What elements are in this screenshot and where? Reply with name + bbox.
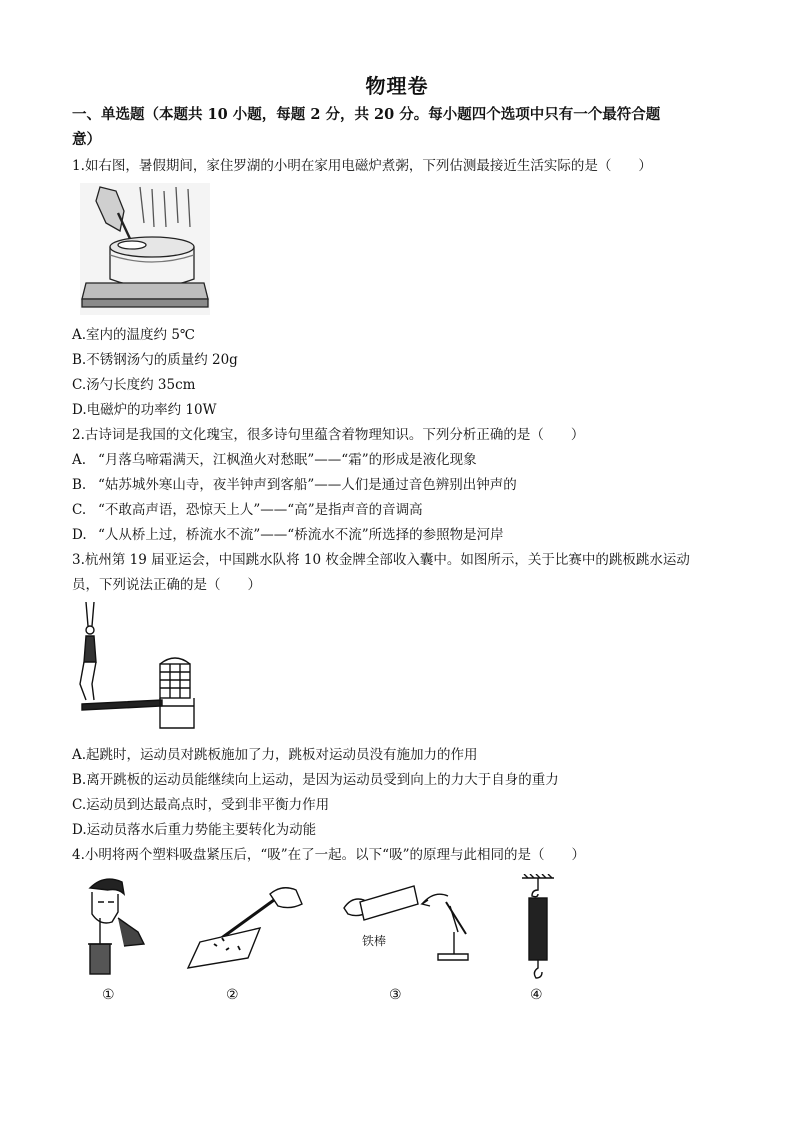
q4-figure-4-spring-scale xyxy=(520,874,556,980)
section-heading xyxy=(72,102,712,152)
q2-stem: 2.古诗词是我国的文化瑰宝，很多诗句里蕴含着物理知识。下列分析正确的是（ ） xyxy=(72,427,585,443)
q1-option-a: A.室内的温度约 5℃ xyxy=(72,327,196,343)
q4-figure-label-2: ② xyxy=(226,987,239,1003)
q2-option-a-label: A. xyxy=(72,452,87,468)
q2-option-d-text: “人从桥上过，桥流水不流”——“桥流水不流”所选择的参照物是河岸 xyxy=(98,527,504,543)
q4-figure-3-iron-rod xyxy=(342,882,472,968)
q4-stem: 4.小明将两个塑料吸盘紧压后，“吸”在了一起。以下“吸”的原理与此相同的是（ ） xyxy=(72,847,585,863)
q3-stem-line1: 3.杭州第 19 届亚运会，中国跳水队将 10 枚金牌全部收入囊中。如图所示，关于比赛中的跳板跳水运动 xyxy=(72,552,690,568)
q3-option-b: B.离开跳板的运动员能继续向上运动，是因为运动员受到向上的力大于自身的重力 xyxy=(72,772,559,788)
q2-option-b xyxy=(72,475,517,495)
q3-figure-diver xyxy=(76,600,200,740)
q4-figure-label-1: ① xyxy=(102,987,115,1003)
q2-option-d xyxy=(72,525,504,545)
section-heading-line2: 意） xyxy=(72,131,101,148)
section-heading-line1: 一、单选题（本题共 10 小题，每题 2 分，共 20 分。每小题四个选项中只有一个最符合题 xyxy=(72,106,661,123)
page-title: 物理卷 xyxy=(365,74,429,98)
q1-option-d: D.电磁炉的功率约 10W xyxy=(72,402,217,418)
q2-option-c-label: C. xyxy=(72,502,87,518)
q2-option-b-label: B. xyxy=(72,477,87,493)
q3-option-a: A.起跳时，运动员对跳板施加了力，跳板对运动员没有施加力的作用 xyxy=(72,747,478,763)
q2-option-d-label: D. xyxy=(72,527,87,543)
q4-figure-label-4: ④ xyxy=(530,987,543,1003)
q2-option-c xyxy=(72,500,423,520)
q4-figure-2-rod-paper xyxy=(186,880,308,970)
q2-option-c-text: “不敢高声语，恐惊天上人”——“高”是指声音的音调高 xyxy=(98,502,423,518)
q4-iron-rod-label: 铁棒 xyxy=(362,934,387,948)
q3-option-d: D.运动员落水后重力势能主要转化为动能 xyxy=(72,822,317,838)
q2-option-a xyxy=(72,450,477,470)
q1-figure-cooking xyxy=(80,183,210,315)
q1-option-c: C.汤勺长度约 35cm xyxy=(72,377,196,393)
q3-option-c: C.运动员到达最高点时，受到非平衡力作用 xyxy=(72,797,330,813)
q2-option-b-text: “姑苏城外寒山寺，夜半钟声到客船”——人们是通过音色辨别出钟声的 xyxy=(98,477,517,493)
q3-stem-line2: 员，下列说法正确的是（ ） xyxy=(72,577,261,593)
q2-option-a-text: “月落乌啼霜满天，江枫渔火对愁眠”——“霜”的形成是液化现象 xyxy=(98,452,477,468)
q1-stem: 1.如右图，暑假期间，家住罗湖的小明在家用电磁炉煮粥，下列估测最接近生活实际的是（ ） xyxy=(72,158,652,174)
q4-figure-1-straw-drink xyxy=(78,874,150,982)
q4-figure-label-3: ③ xyxy=(389,987,402,1003)
q1-option-b: B.不锈钢汤勺的质量约 20g xyxy=(72,352,238,368)
